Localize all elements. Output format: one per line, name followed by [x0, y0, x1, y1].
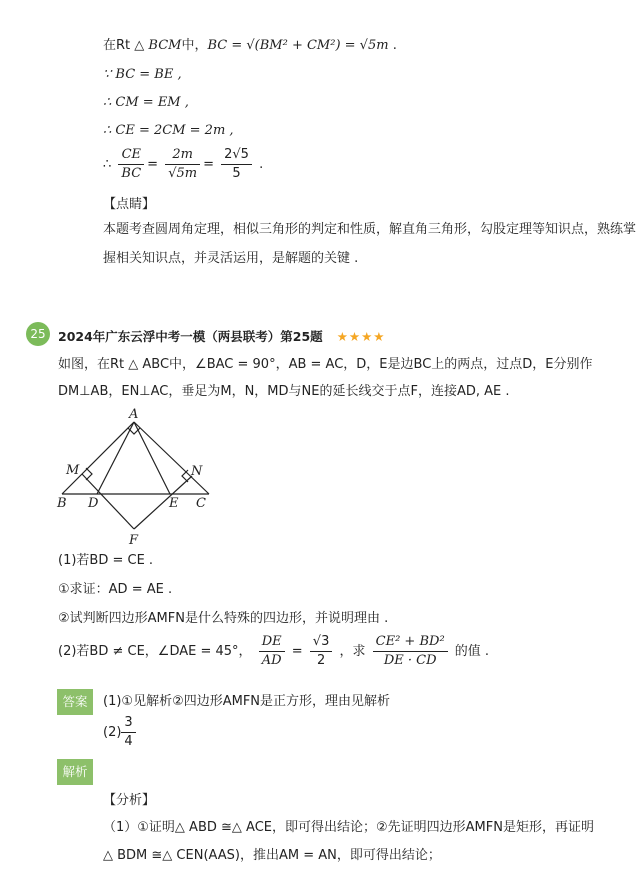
- denominator: 5: [232, 166, 241, 181]
- analysis-label: 【分析】: [103, 793, 156, 808]
- therefore-symbol: ∴: [103, 157, 112, 172]
- text: (2): [103, 725, 122, 740]
- fraction: [118, 146, 144, 183]
- numerator: 3: [121, 714, 135, 733]
- numerator: √3: [310, 633, 333, 652]
- dianjing-label: 【点睛】: [103, 197, 156, 212]
- equals: =: [291, 644, 303, 659]
- part-2: [58, 632, 489, 672]
- denominator: BC: [121, 166, 142, 181]
- solution-line-1: [103, 36, 397, 56]
- label-M: M: [66, 463, 80, 478]
- denominator: DE · CD: [383, 653, 437, 668]
- math: BCM: [148, 38, 182, 53]
- part-1-i: ①求证：AD = AE .: [58, 582, 173, 597]
- text: (2)若BD ≠ CE，∠DAE = 45°，: [58, 644, 252, 659]
- solution-line-2: ∵ BC = BE ,: [103, 67, 182, 82]
- denominator: 2: [316, 653, 326, 668]
- text: ，求: [339, 644, 366, 659]
- text: .: [259, 157, 264, 172]
- analysis-tag: 解析: [57, 759, 93, 785]
- label-C: C: [196, 496, 206, 511]
- solution-line-4: ∴ CE = 2CM = 2m ,: [103, 123, 234, 138]
- segment-AE: [134, 422, 170, 494]
- segment-AD: [97, 422, 134, 494]
- text: 中，: [181, 38, 208, 53]
- stem-line-1: 如图，在Rt △ ABC中，∠BAC = 90°，AB = AC，D，E是边BC上的两点，过点D，E分别作: [58, 357, 593, 372]
- segment-NF: [134, 476, 192, 529]
- label-D: D: [88, 496, 99, 511]
- answer-line-2: [103, 714, 136, 752]
- question-number-badge: 25: [26, 322, 50, 346]
- analysis-line-2: △ BDM ≅△ CEN(AAS)，推出AM = AN，即可得出结论；: [103, 848, 441, 863]
- math: BC = √(BM² + CM²) = √5m: [207, 38, 389, 53]
- label-N: N: [191, 464, 203, 479]
- segment-AC: [134, 422, 209, 494]
- numerator: DE: [259, 633, 285, 652]
- part-1: (1)若BD = CE .: [58, 553, 154, 568]
- title-text: 2024年广东云浮中考一模（两县联考）第25题: [58, 329, 323, 344]
- fraction: [221, 146, 252, 183]
- stem-line-2: DM⊥AB，EN⊥AC，垂足为M，N，MD与NE的延长线交于点F，连接AD, AE .: [58, 384, 510, 399]
- label-B: B: [57, 496, 67, 511]
- fraction: [373, 633, 448, 670]
- dianjing-line-2: 握相关知识点，并灵活运用，是解题的关键 .: [103, 251, 359, 266]
- numerator: 2√5: [221, 146, 252, 165]
- dianjing-line-1: 本题考查圆周角定理，相似三角形的判定和性质，解直角三角形，勾股定理等知识点，熟练掌: [103, 222, 637, 237]
- answer-tag: 答案: [57, 689, 93, 715]
- analysis-line-1: （1）①证明△ ABD ≅△ ACE，即可得出结论；②先证明四边形AMFN是矩形，再证明: [103, 820, 594, 835]
- numerator: CE² + BD²: [373, 633, 448, 652]
- text: .: [392, 38, 397, 53]
- answer-line-1: (1)①见解析②四边形AMFN是正方形，理由见解析: [103, 694, 391, 709]
- numerator: 2m: [165, 146, 200, 165]
- text: 在Rt △: [103, 38, 149, 53]
- label-E: E: [169, 496, 179, 511]
- fraction: [165, 146, 200, 183]
- text: 的值 .: [454, 644, 490, 659]
- solution-line-3: ∴ CM = EM ,: [103, 95, 189, 110]
- question-title: [58, 327, 386, 345]
- label-A: A: [129, 407, 139, 422]
- numerator: CE: [118, 146, 144, 165]
- part-1-ii: ②试判断四边形AMFN是什么特殊的四边形，并说明理由 .: [58, 611, 389, 626]
- segment-AB: [62, 422, 134, 494]
- solution-line-5: ∴ $\frac{CE}{BC}$ = $\frac{2m}{√5m}$ = $\frac{2√5}{5}$ .: [103, 147, 264, 181]
- denominator: AD: [261, 653, 282, 668]
- denominator: √5m: [168, 166, 198, 181]
- fraction: [310, 633, 333, 670]
- fraction: [259, 633, 285, 670]
- geometry-figure: [52, 404, 222, 548]
- fraction: [121, 714, 135, 751]
- label-F: F: [129, 533, 139, 548]
- difficulty-stars: ★★★★: [336, 329, 386, 344]
- denominator: 4: [124, 734, 133, 749]
